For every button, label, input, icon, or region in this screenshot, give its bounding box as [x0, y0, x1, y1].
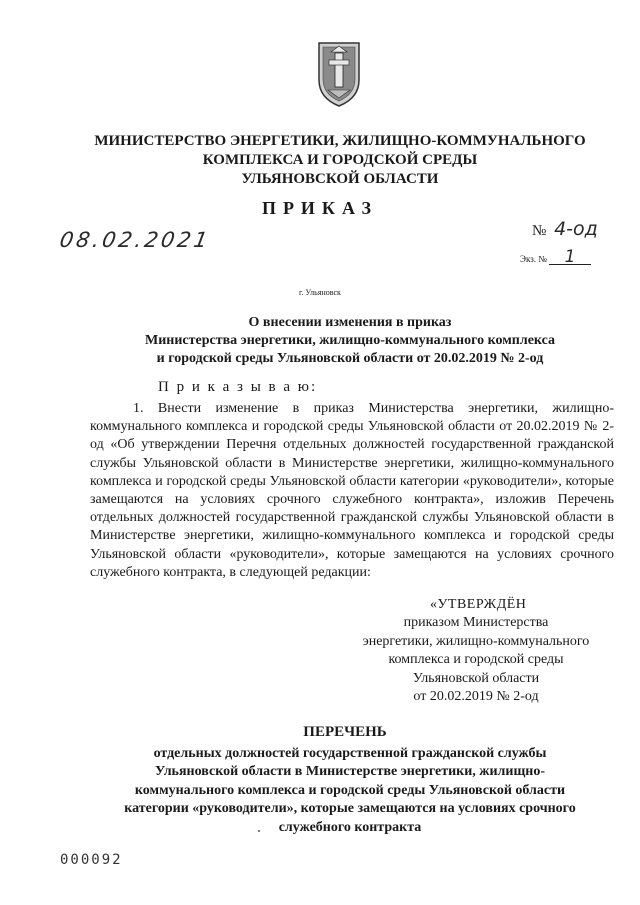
- ministry-line-3: УЛЬЯНОВСКОЙ ОБЛАСТИ: [241, 171, 439, 187]
- coat-of-arms-emblem-icon: [314, 40, 364, 108]
- approval-line-2: энергетики, жилищно-коммунального: [362, 633, 590, 649]
- handwritten-number: 4-од: [554, 218, 598, 240]
- copy-label: Экз. №: [520, 254, 547, 264]
- list-line-4: категории «руководители», которые замещаются на условиях срочного: [124, 801, 576, 817]
- paragraph-1: 1. Внести изменение в приказ Министерства энергетики, жилищно-коммунального комплекса и городской среды Ульяновской области от 20.02.2019 № 2-од «Об утверждении Перечня отдельных должностей государственной гражданской службы Ульяновской области в Министерстве энергетики, жилищно-коммунального комплекса и городской среды Ульяновской области категории «руководители», которые замещаются на условиях срочного служебного контракта», изложив Перечень отдельных должностей государственной гражданской службы Ульяновской области в Министерстве энергетики, жилищно-коммунального комплекса и городской среды Ульяновской области «руководители», которые замещаются на условиях срочного служебного контракта, в следующей редакции:: [90, 401, 614, 580]
- approval-title: «УТВЕРЖДЁН: [430, 597, 527, 612]
- copy-number: [520, 247, 591, 267]
- subject-line-2: Министерства энергетики, жилищно-коммунального комплекса: [144, 333, 556, 348]
- city-line: г. Ульяновск: [299, 288, 341, 297]
- list-line-1: отдельных должностей государственной гражданской службы: [153, 746, 547, 761]
- list-line-5: служебного контракта: [278, 819, 422, 835]
- order-number: [532, 218, 598, 240]
- order-verb: П р и к а з ы в а ю:: [158, 379, 318, 395]
- subject-line-3: и городской среды Ульяновской области от 20.02.2019 № 2-од: [156, 351, 544, 366]
- handwritten-copy-number: 1: [549, 250, 591, 265]
- approval-line-5: от 20.02.2019 № 2-од: [413, 689, 539, 705]
- list-title: ПЕРЕЧЕНЬ: [303, 724, 387, 740]
- approval-line-3: комплекса и городской среды: [388, 652, 564, 668]
- subject-line-1: О внесении изменения в приказ: [248, 315, 452, 330]
- ministry-line-1: МИНИСТЕРСТВО ЭНЕРГЕТИКИ, ЖИЛИЩНО-КОММУНАЛЬНОГО: [94, 133, 586, 149]
- approval-line-4: Ульяновской области: [412, 670, 540, 686]
- list-description: [100, 745, 600, 837]
- list-line-3: коммунального комплекса и городской среды Ульяновской области: [134, 782, 566, 798]
- ministry-name: [60, 132, 620, 189]
- approval-block: [340, 596, 612, 706]
- list-line-2: Ульяновской области в Министерстве энергетики, жилищно-: [155, 764, 545, 780]
- document-type-title: ПРИКАЗ: [261, 198, 379, 218]
- order-subject: [120, 314, 580, 368]
- ministry-line-2: КОМПЛЕКСА И ГОРОДСКОЙ СРЕДЫ: [202, 152, 478, 168]
- handwritten-date: 08.02.2021: [57, 228, 213, 252]
- ink-dot: [258, 830, 260, 832]
- page-stamp-number: 000092: [60, 852, 123, 868]
- number-label: №: [532, 223, 547, 239]
- approval-line-1: приказом Министерства: [403, 615, 549, 631]
